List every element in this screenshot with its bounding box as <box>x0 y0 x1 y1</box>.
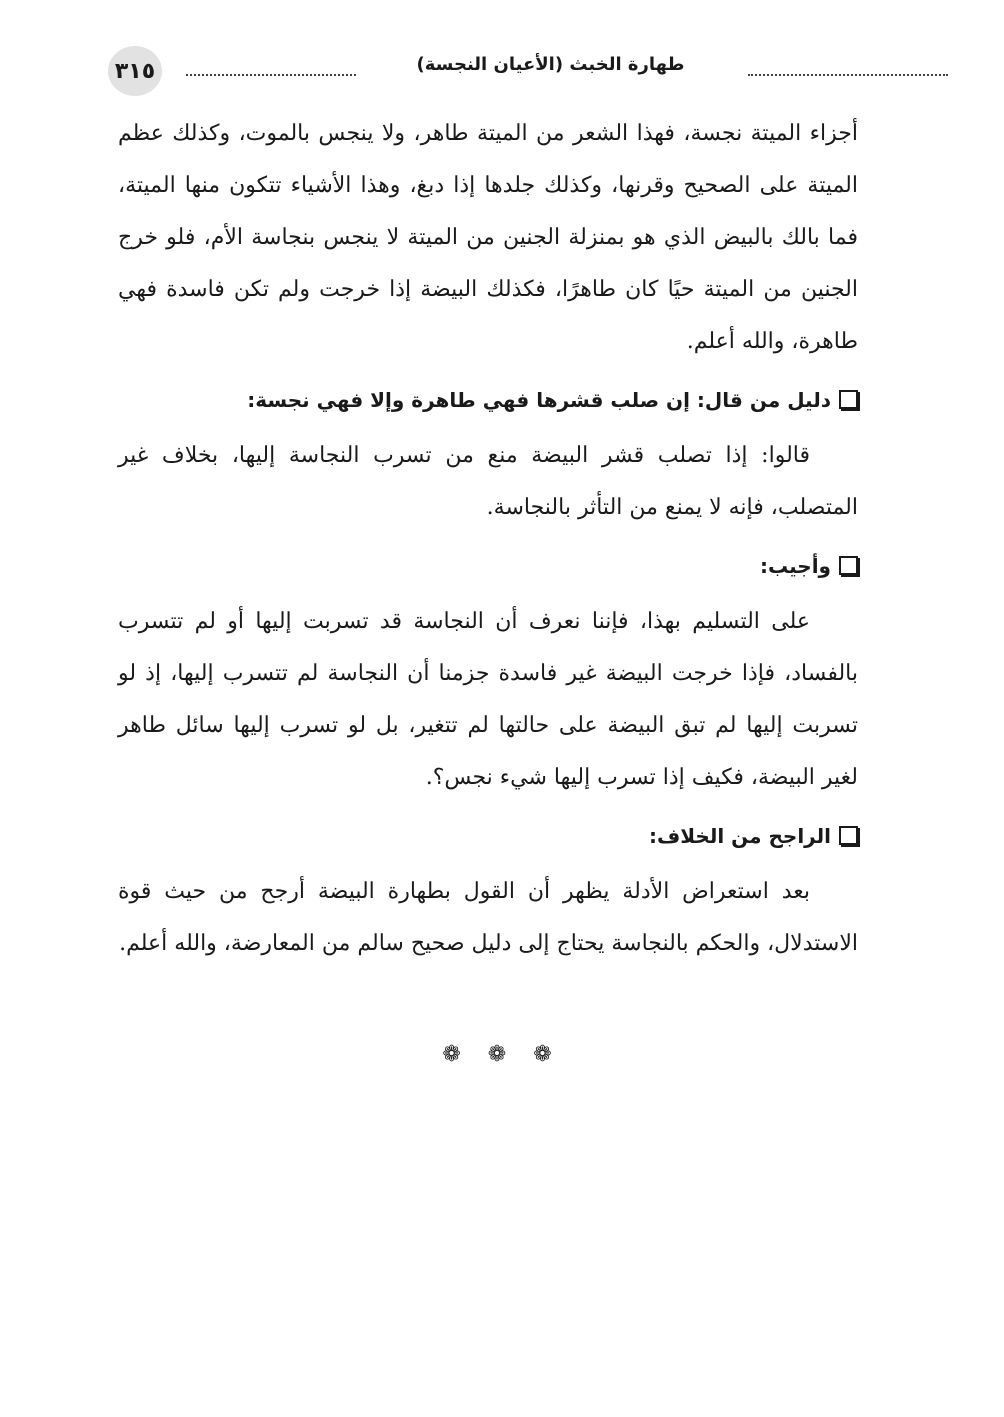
page-body <box>118 108 858 970</box>
paragraph-4: بعد استعراض الأدلة يظهر أن القول بطهارة البيضة أرجح من حيث قوة الاستدلال، والحكم بالنجاسة يحتاج إلى دليل صحيح سالم من المعارضة، والله أعلم. <box>118 879 858 956</box>
page-header <box>108 46 858 96</box>
section-heading-1 <box>118 374 858 426</box>
section-heading-1-text: دليل من قال: إن صلب قشرها فهي طاهرة وإلا فهي نجسة: <box>247 388 831 412</box>
paragraph-2: قالوا: إذا تصلب قشر البيضة منع من تسرب النجاسة إليها، بخلاف غير المتصلب، فإنه لا يمنع من التأثر بالنجاسة. <box>118 443 858 520</box>
section-end-ornaments: ❁ ❁ ❁ <box>442 1042 562 1067</box>
section-heading-2-text: وأجيب: <box>759 554 831 578</box>
paragraph-3: على التسليم بهذا، فإننا نعرف أن النجاسة قد تسربت إليها أو لم تتسرب بالفساد، فإذا خرجت البيضة غير فاسدة جزمنا أن النجاسة لم تتسرب إليها، إذ لو تسربت إليها لم تبق البيضة على حالتها لم تتغير، بل لو تسرب إليها سائل طاهر لغير البيضة، فكيف إذا تسرب إليها شيء نجس؟. <box>118 609 858 790</box>
square-box-icon <box>839 826 858 845</box>
square-box-icon <box>839 556 858 575</box>
square-box-icon <box>839 390 858 409</box>
page-number: ٣١٥ <box>108 46 162 96</box>
running-title: طهارة الخبث (الأعيان النجسة) <box>416 54 685 75</box>
section-heading-2 <box>118 540 858 592</box>
section-heading-3 <box>118 810 858 862</box>
header-dotted-leader-right <box>748 58 948 76</box>
header-dotted-leader-left <box>186 58 356 76</box>
section-heading-3-text: الراجح من الخلاف: <box>649 824 831 848</box>
paragraph-1: أجزاء الميتة نجسة، فهذا الشعر من الميتة طاهر، ولا ينجس بالموت، وكذلك عظم الميتة على الصحيح وقرنها، وكذلك جلدها إذا دبغ، وهذا الأشياء تتكون منها الميتة، فما بالك بالبيض الذي هو بمنزلة الجنين من الميتة لا ينجس بنجاسة الأم، فلو خرج الجنين من الميتة حيًا كان طاهرًا، فكذلك البيضة إذا خرجت ولم تكن فاسدة فهي طاهرة، والله أعلم. <box>118 121 858 354</box>
